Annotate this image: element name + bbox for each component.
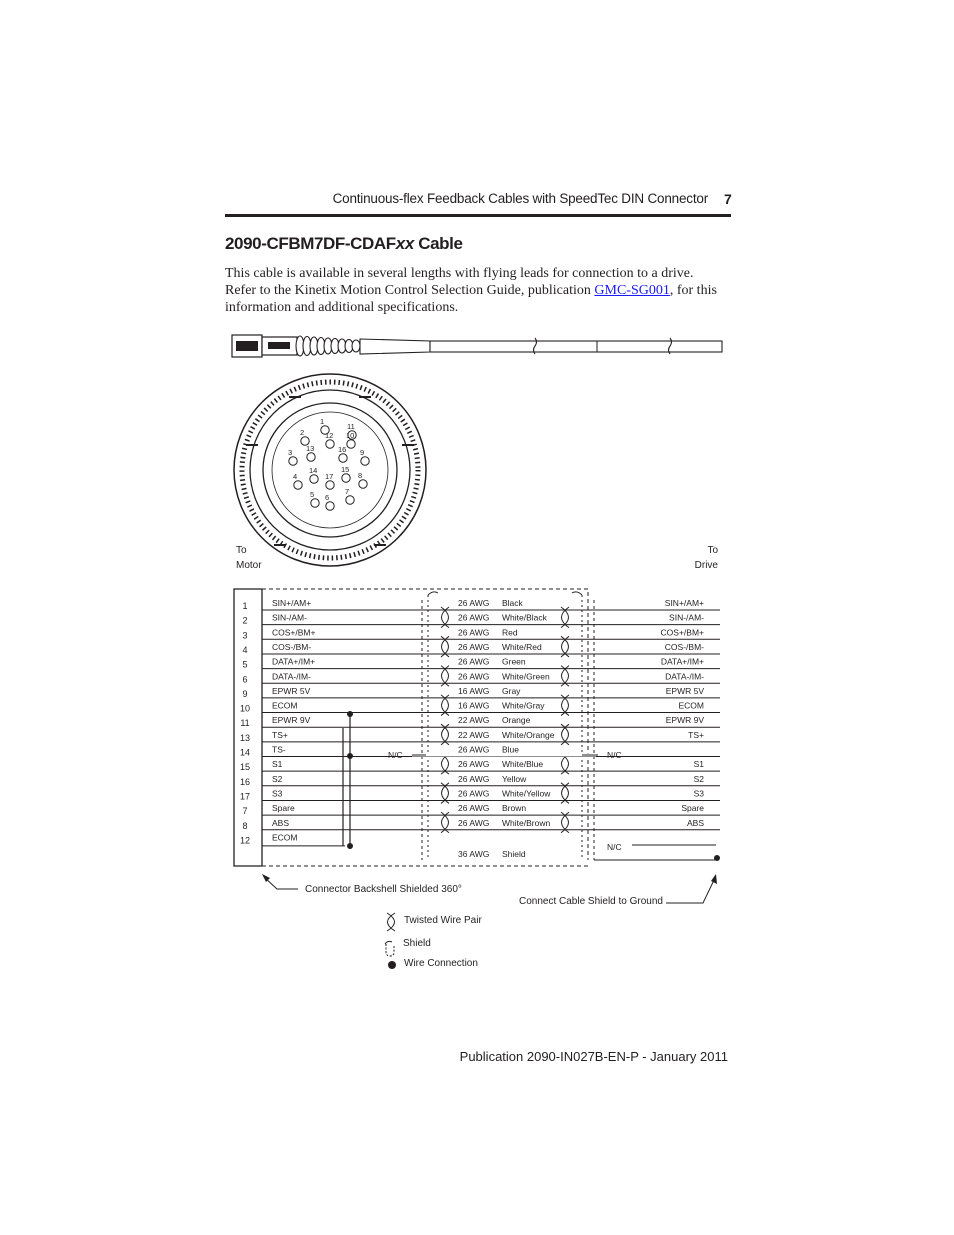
connector-pin-label: 12 [325, 431, 334, 440]
connector-pin [307, 453, 315, 461]
wire-color-label: Blue [502, 744, 520, 755]
wire-color-label: White/Black [502, 612, 547, 623]
connector-pin-label: 5 [310, 490, 315, 499]
pin-number: 4 [242, 644, 248, 655]
drive-signal-label: EPWR 9V [665, 715, 704, 726]
wire-color-label: White/Brown [502, 817, 551, 828]
connector-pin-label: 7 [345, 487, 350, 496]
shield-cap-icon [385, 941, 392, 944]
wire-color-label: Yellow [502, 773, 527, 784]
connector-pin-label: 16 [338, 445, 347, 454]
pin-number: 12 [239, 835, 251, 846]
motor-signal-label: TS+ [272, 729, 288, 740]
wire-color-label: White/Yellow [502, 788, 551, 799]
motor-signal-label: S3 [272, 788, 283, 799]
pin-number: 14 [239, 747, 251, 758]
connector-pin-label: 8 [358, 471, 363, 480]
pin-number: 6 [242, 674, 248, 685]
connector-pin-label: 3 [288, 448, 293, 457]
gmc-sg001-link[interactable]: GMC-SG001 [594, 283, 670, 298]
wire-gauge-label: 26 AWG [458, 656, 490, 667]
wire-color-label: White/Blue [502, 759, 544, 770]
wire-color-label: White/Red [502, 641, 542, 652]
shield-gauge-label: 36 AWG [458, 849, 490, 859]
wire-gauge-label: 22 AWG [458, 715, 490, 726]
connector-pin-label: 15 [341, 465, 350, 474]
wire-gauge-label: 26 AWG [458, 671, 490, 682]
wire-connection-dot-icon [347, 711, 353, 717]
drive-signal-label: S1 [693, 759, 704, 770]
legend [385, 913, 396, 969]
legend-shield-label: Shield [403, 938, 431, 949]
connector-pin-label: 6 [325, 493, 330, 502]
wire-gauge-label: 16 AWG [458, 700, 490, 711]
pin-number: 13 [239, 732, 251, 743]
to-motor-label: To [236, 545, 247, 556]
wire-color-label: Green [502, 656, 526, 667]
connector-logo-label [236, 341, 258, 351]
wire-gauge-label: 26 AWG [458, 773, 490, 784]
connector-pin [359, 480, 367, 488]
wire-color-label: Black [502, 598, 523, 608]
wire-connection-dot-icon [347, 843, 353, 849]
connector-pin [326, 502, 334, 510]
pin-number: 10 [239, 703, 251, 714]
wire-color-label: Red [502, 627, 518, 638]
to-drive-label: Drive [694, 560, 718, 571]
nc-bottom-label: N/C [607, 842, 622, 852]
wire-connection-dot-icon [388, 961, 396, 969]
ground-arrow [666, 878, 715, 903]
wire-color-label: White/Orange [502, 729, 555, 740]
motor-signal-label: ECOM [272, 832, 298, 843]
motor-signal-label: Spare [272, 803, 295, 814]
connector-pin [361, 457, 369, 465]
pin-number: 2 [242, 615, 248, 626]
connector-face [234, 374, 426, 566]
pin-number: 1 [242, 601, 248, 611]
motor-signal-label: ABS [272, 817, 290, 828]
page-number: 7 [724, 191, 732, 207]
intro-paragraph: This cable is available in several lengths with flying leads for connection to a drive. Refer to the Kinetix Motion Control Selection Guide, publication GMC-SG001, for this information and additional specifications. [225, 266, 717, 315]
legend-wire-connection-label: Wire Connection [404, 958, 478, 969]
motor-signal-label: DATA+/IM+ [272, 656, 316, 667]
drive-signal-label: EPWR 5V [665, 685, 704, 696]
pin-number: 17 [239, 791, 251, 802]
connector-pin-label: 9 [360, 448, 365, 457]
drive-signal-label: COS+/BM+ [660, 627, 704, 638]
wire-gauge-label: 26 AWG [458, 817, 490, 828]
wire-gauge-label: 26 AWG [458, 803, 490, 814]
connector-pin-label: 13 [306, 444, 315, 453]
section-title: 2090-CFBM7DF-CDAFxx Cable [225, 234, 463, 253]
to-drive-label: To [707, 545, 718, 556]
drive-signal-label: SIN+/AM+ [664, 598, 704, 608]
twisted-pair-icon [387, 913, 395, 931]
drive-signal-label: SIN-/AM- [669, 612, 704, 623]
wire-connection-dot-icon [347, 753, 353, 759]
backshell-note: Connector Backshell Shielded 360° [305, 884, 462, 895]
wire-connection-dot-icon [714, 855, 720, 861]
connector-pin [339, 454, 347, 462]
connector-pin [289, 457, 297, 465]
connector-part-label [268, 342, 290, 349]
motor-signal-label: COS+/BM+ [272, 627, 316, 638]
pin-number: 9 [242, 688, 248, 699]
wire-gauge-label: 26 AWG [458, 627, 490, 638]
cable-taper [360, 339, 430, 354]
wire-color-label: Brown [502, 803, 527, 814]
motor-signal-label: EPWR 5V [272, 685, 311, 696]
connector-pin [346, 496, 354, 504]
connector-pin [310, 475, 318, 483]
motor-signal-label: SIN-/AM- [272, 612, 307, 623]
wire-gauge-label: 22 AWG [458, 729, 490, 740]
wire-color-label: Gray [502, 685, 521, 696]
nc-left-label: N/C [388, 750, 403, 760]
wire-gauge-label: 26 AWG [458, 598, 490, 608]
shield-label: Shield [502, 849, 526, 859]
motor-signal-label: EPWR 9V [272, 715, 311, 726]
connector-pin-label: 2 [300, 428, 305, 437]
wire-gauge-label: 26 AWG [458, 641, 490, 652]
shield-cap [428, 592, 582, 595]
motor-signal-label: COS-/BM- [272, 641, 312, 652]
wire-gauge-label: 26 AWG [458, 744, 490, 755]
connector-pin [294, 481, 302, 489]
pin-number: 15 [239, 762, 251, 773]
drive-signal-label: Spare [681, 803, 704, 814]
motor-signal-label: S1 [272, 759, 283, 770]
to-motor-label: Motor [236, 560, 262, 571]
pin-number: 5 [242, 659, 248, 670]
connector-pin [326, 481, 334, 489]
wire-color-label: White/Green [502, 671, 550, 682]
connector-pin-label: 14 [309, 466, 318, 475]
running-header-title: Continuous-flex Feedback Cables with SpeedTec DIN Connector [332, 191, 708, 206]
connector-pin [326, 440, 334, 448]
connector-pin [342, 474, 350, 482]
connector-pin [347, 440, 355, 448]
motor-signal-label: TS- [272, 744, 286, 755]
strain-relief-ring [352, 340, 360, 352]
publication-footer: Publication 2090-IN027B-EN-P - January 2011 [459, 1049, 728, 1064]
drive-signal-label: ABS [686, 817, 704, 828]
arrow-head-icon [711, 874, 717, 884]
connector-pin [311, 499, 319, 507]
motor-signal-label: DATA-/IM- [272, 671, 311, 682]
connector-pin-label: 1 [320, 417, 325, 426]
motor-signal-label: ECOM [272, 700, 298, 711]
connector-pin-label: 10 [346, 431, 355, 440]
pin-number: 3 [242, 630, 248, 641]
wire-gauge-label: 26 AWG [458, 612, 490, 623]
connector-pin-label: 17 [325, 472, 334, 481]
wire-gauge-label: 26 AWG [458, 788, 490, 799]
wire-gauge-label: 16 AWG [458, 685, 490, 696]
motor-signal-label: S2 [272, 773, 283, 784]
wire-color-label: White/Gray [502, 700, 545, 711]
cable-jacket [430, 341, 722, 352]
wire-gauge-label: 26 AWG [458, 759, 490, 770]
drive-signal-label: ECOM [678, 700, 704, 711]
drive-signal-label: TS+ [688, 729, 704, 740]
connector-pin-label: 4 [293, 472, 298, 481]
nc-right-label: N/C [607, 750, 622, 760]
pin-number: 11 [240, 718, 250, 729]
drive-signal-label: S2 [693, 773, 704, 784]
legend-twisted-pair-label: Twisted Wire Pair [404, 915, 482, 926]
pin-number: 8 [242, 820, 248, 831]
shield-icon [386, 944, 394, 956]
motor-signal-label: SIN+/AM+ [272, 598, 312, 608]
drive-signal-label: DATA-/IM- [665, 671, 704, 682]
drive-signal-label: COS-/BM- [664, 641, 704, 652]
cable-illustration [232, 335, 722, 357]
connector-pin-label: 11 [347, 422, 355, 431]
drive-signal-label: S3 [693, 788, 704, 799]
ground-note: Connect Cable Shield to Ground [519, 896, 663, 907]
pin-number: 7 [242, 806, 248, 817]
drive-signal-label: DATA+/IM+ [660, 656, 704, 667]
wire-color-label: Orange [502, 715, 531, 726]
pin-number: 16 [239, 776, 251, 787]
